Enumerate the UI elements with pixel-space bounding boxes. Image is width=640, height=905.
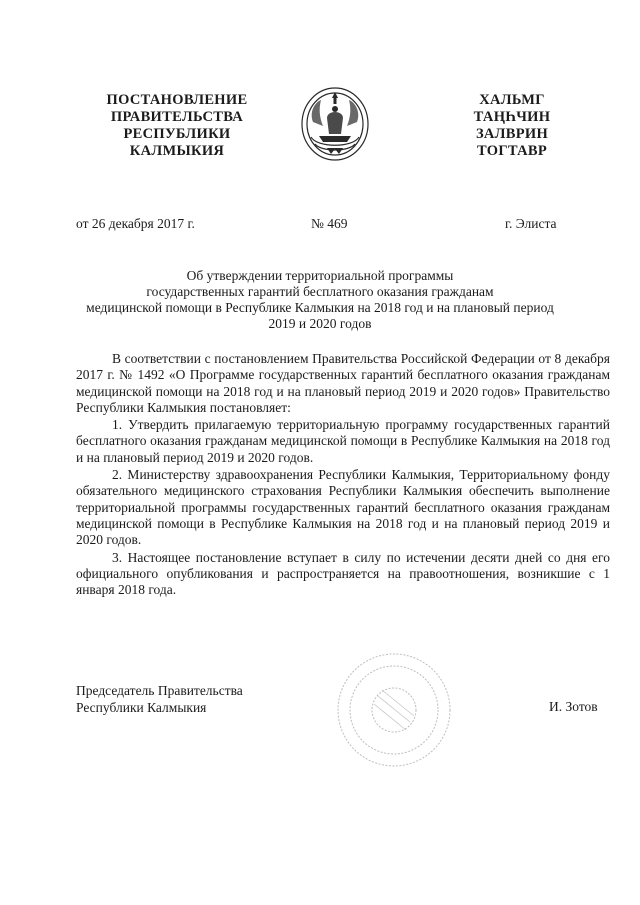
- header-left-line: ПОСТАНОВЛЕНИЕ: [106, 92, 248, 108]
- header-right-line: ТАҢҺЧИН: [473, 109, 551, 125]
- body-paragraph-item-1: 1. Утвердить прилагаемую территориальную программу государственных гарантий бесплатного оказания гражданам медицинской помощи в Республике Калмыкия на 2018 год и на плановый период 2019 и 2020 годов.: [76, 417, 610, 465]
- kalmykia-emblem-icon: [297, 82, 373, 164]
- header-left-line: ПРАВИТЕЛЬСТВА: [110, 109, 244, 125]
- signer-position-line: Председатель Правительства: [76, 683, 243, 698]
- body-paragraph-preamble: В соответствии с постановлением Правительства Российской Федерации от 8 декабря 2017 г. № 1492 «О Программе государственных гарантий бесплатного оказания гражданам медицинской помощи на 2018 год и на плановый период 2019 и 2020 годов» Правительство Республики Калмыкия постановляет:: [76, 351, 610, 415]
- signer-name: И. Зотов: [549, 699, 598, 714]
- body-paragraph-item-3: 3. Настоящее постановление вступает в силу по истечении десяти дней со дня его официального опубликования и распространяется на правоотношения, возникшие с 1 января 2018 года.: [76, 549, 610, 598]
- resolution-body: [76, 351, 610, 598]
- title-line: медицинской помощи в Республике Калмыкия на 2018 год и на плановый период: [86, 300, 554, 315]
- header-right-line: ЗАЛВРИН: [475, 126, 549, 142]
- title-line: 2019 и 2020 годов: [268, 316, 372, 331]
- resolution-city: г. Элиста: [505, 216, 557, 231]
- official-seal-stamp-icon: [334, 650, 454, 770]
- resolution-number: № 469: [311, 216, 348, 231]
- title-line: Об утверждении территориальной программы: [186, 268, 454, 283]
- title-line: государственных гарантий бесплатного оказания гражданам: [146, 284, 494, 299]
- signer-position: [76, 682, 243, 716]
- header-left-line: КАЛМЫКИЯ: [129, 143, 225, 159]
- signer-position-line: Республики Калмыкия: [76, 700, 207, 715]
- header-right-line: ХАЛЬМГ: [479, 92, 545, 108]
- resolution-date: от 26 декабря 2017 г.: [76, 216, 195, 231]
- resolution-title: [70, 268, 570, 332]
- header-left-russian: [92, 92, 262, 160]
- body-paragraph-item-2: 2. Министерству здравоохранения Республики Калмыкия, Территориальному фонду обязательного медицинского страхования Республики Калмыкия обеспечить выполнение территориальной программы государственных гарантий бесплатного оказания гражданам медицинской помощи в Республике Калмыкия на 2018 год и на плановый период 2019 и 2020 годов.: [76, 467, 610, 548]
- header-right-kalmyk: [452, 92, 572, 160]
- header-left-line: РЕСПУБЛИКИ: [123, 126, 231, 142]
- header-right-line: ТОГТАВР: [476, 143, 548, 159]
